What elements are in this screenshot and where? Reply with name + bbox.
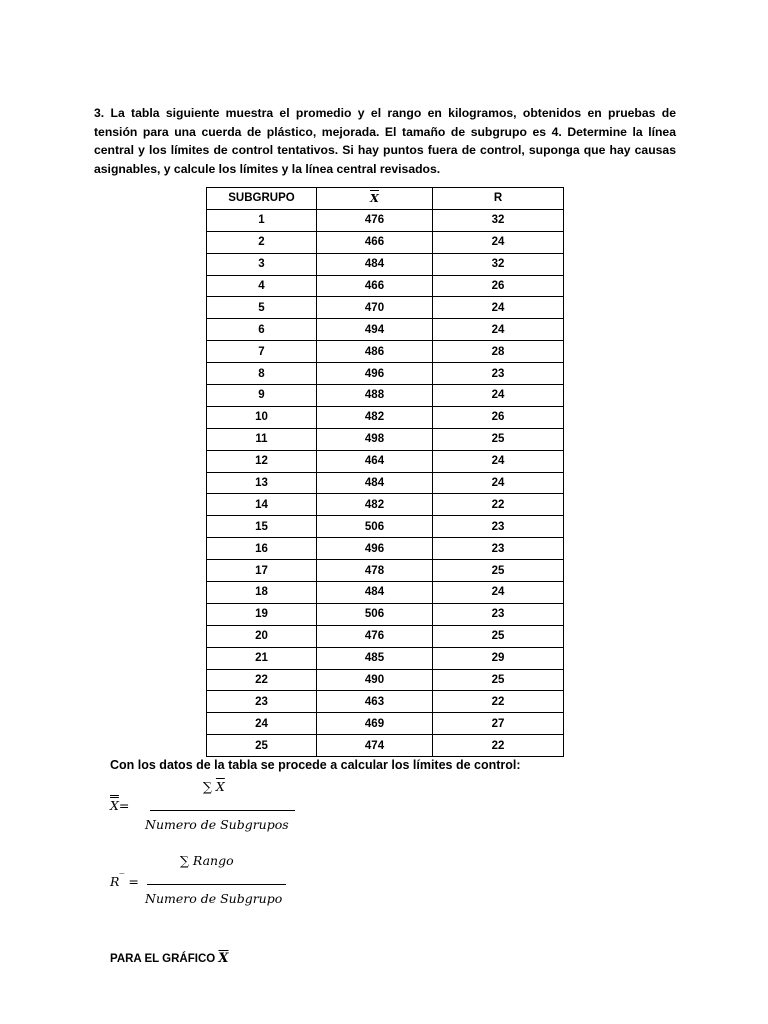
formula-x-denominator: Numero de Subgrupos [145, 817, 289, 832]
cell-xbar: 463 [317, 691, 433, 713]
cell-r: 28 [433, 341, 564, 363]
cell-r: 23 [433, 516, 564, 538]
table-row [207, 669, 564, 691]
cell-subgrupo: 4 [207, 275, 317, 297]
cell-r: 24 [433, 319, 564, 341]
cell-subgrupo: 9 [207, 385, 317, 407]
cell-subgrupo: 8 [207, 363, 317, 385]
cell-r: 25 [433, 560, 564, 582]
table-row [207, 582, 564, 604]
header-r: R [433, 188, 564, 210]
formula-r-numerator: ∑ Rango [180, 853, 234, 868]
cell-xbar: 486 [317, 341, 433, 363]
cell-r: 22 [433, 691, 564, 713]
cell-r: 24 [433, 231, 564, 253]
cell-subgrupo: 2 [207, 231, 317, 253]
cell-r: 26 [433, 406, 564, 428]
cell-subgrupo: 24 [207, 713, 317, 735]
table-row [207, 603, 564, 625]
table-row [207, 406, 564, 428]
cell-xbar: 496 [317, 363, 433, 385]
table-row [207, 735, 564, 757]
cell-xbar: 470 [317, 297, 433, 319]
cell-subgrupo: 19 [207, 603, 317, 625]
formula-x-fraction-line [150, 810, 295, 811]
table-row [207, 625, 564, 647]
table-row [207, 363, 564, 385]
table-row [207, 691, 564, 713]
cell-r: 24 [433, 472, 564, 494]
cell-xbar: 482 [317, 494, 433, 516]
table-row [207, 516, 564, 538]
cell-r: 27 [433, 713, 564, 735]
cell-xbar: 464 [317, 450, 433, 472]
table-row [207, 231, 564, 253]
table-row [207, 538, 564, 560]
xbar-symbol: $\overline{X}$ [370, 190, 379, 205]
cell-r: 22 [433, 494, 564, 516]
intro-text: Con los datos de la tabla se procede a calcular los límites de control: [110, 758, 521, 772]
cell-xbar: 482 [317, 406, 433, 428]
cell-r: 23 [433, 538, 564, 560]
cell-xbar: 498 [317, 428, 433, 450]
cell-r: 29 [433, 647, 564, 669]
problem-statement: 3. La tabla siguiente muestra el promedio y el rango en kilogramos, obtenidos en pruebas de tensión para una cuerda de plástico, mejorada. El tamaño de subgrupo es 4. Determine la línea central y los límites de control tentativos. Si hay puntos fuera de control, suponga que hay causas asignables, y calcule los límites y la línea central revisados. [94, 106, 676, 176]
formula-x-numerator: ∑ $\overline{X}$ [203, 779, 225, 794]
cell-r: 23 [433, 363, 564, 385]
cell-subgrupo: 11 [207, 428, 317, 450]
cell-r: 25 [433, 428, 564, 450]
xbar-symbol: $\overline{X}$ [218, 951, 229, 966]
table-row [207, 385, 564, 407]
table-row [207, 341, 564, 363]
cell-xbar: 469 [317, 713, 433, 735]
cell-subgrupo: 15 [207, 516, 317, 538]
cell-xbar: 506 [317, 516, 433, 538]
cell-xbar: 466 [317, 231, 433, 253]
table-row [207, 713, 564, 735]
cell-xbar: 476 [317, 625, 433, 647]
cell-subgrupo: 18 [207, 582, 317, 604]
cell-xbar: 506 [317, 603, 433, 625]
table-row [207, 428, 564, 450]
cell-subgrupo: 5 [207, 297, 317, 319]
cell-xbar: 488 [317, 385, 433, 407]
cell-xbar: 485 [317, 647, 433, 669]
table-row [207, 494, 564, 516]
cell-r: 24 [433, 450, 564, 472]
cell-xbar: 478 [317, 560, 433, 582]
table-row [207, 209, 564, 231]
cell-r: 22 [433, 735, 564, 757]
table-row [207, 560, 564, 582]
cell-subgrupo: 6 [207, 319, 317, 341]
table-row [207, 297, 564, 319]
cell-xbar: 494 [317, 319, 433, 341]
cell-subgrupo: 14 [207, 494, 317, 516]
table-row [207, 319, 564, 341]
table-row [207, 253, 564, 275]
cell-xbar: 484 [317, 253, 433, 275]
cell-subgrupo: 13 [207, 472, 317, 494]
cell-r: 24 [433, 582, 564, 604]
cell-r: 32 [433, 209, 564, 231]
cell-subgrupo: 25 [207, 735, 317, 757]
header-subgrupo: SUBGRUPO [207, 188, 317, 210]
table-row [207, 472, 564, 494]
formula-r-fraction-line [147, 884, 286, 885]
formula-x-lhs: X= [110, 798, 130, 813]
cell-xbar: 466 [317, 275, 433, 297]
cell-r: 24 [433, 297, 564, 319]
formula-r-denominator: Numero de Subgrupo [145, 891, 283, 906]
cell-r: 23 [433, 603, 564, 625]
cell-subgrupo: 16 [207, 538, 317, 560]
cell-r: 25 [433, 669, 564, 691]
section-heading-xbar-chart: PARA EL GRÁFICO $\overline{X}$ [110, 951, 229, 966]
cell-subgrupo: 7 [207, 341, 317, 363]
cell-subgrupo: 10 [207, 406, 317, 428]
cell-xbar: 474 [317, 735, 433, 757]
cell-subgrupo: 3 [207, 253, 317, 275]
cell-xbar: 484 [317, 472, 433, 494]
cell-subgrupo: 20 [207, 625, 317, 647]
cell-subgrupo: 22 [207, 669, 317, 691]
cell-xbar: 476 [317, 209, 433, 231]
cell-subgrupo: 21 [207, 647, 317, 669]
cell-xbar: 496 [317, 538, 433, 560]
table-row [207, 450, 564, 472]
data-table [206, 187, 564, 757]
cell-r: 24 [433, 385, 564, 407]
table-row [207, 275, 564, 297]
cell-subgrupo: 12 [207, 450, 317, 472]
cell-xbar: 484 [317, 582, 433, 604]
cell-r: 25 [433, 625, 564, 647]
cell-subgrupo: 1 [207, 209, 317, 231]
cell-r: 26 [433, 275, 564, 297]
cell-xbar: 490 [317, 669, 433, 691]
cell-subgrupo: 17 [207, 560, 317, 582]
table-row [207, 647, 564, 669]
table-body [207, 209, 564, 756]
cell-subgrupo: 23 [207, 691, 317, 713]
formula-r-lhs: R‾ = [110, 873, 139, 890]
header-xbar [317, 188, 433, 210]
cell-r: 32 [433, 253, 564, 275]
table-header-row [207, 188, 564, 210]
